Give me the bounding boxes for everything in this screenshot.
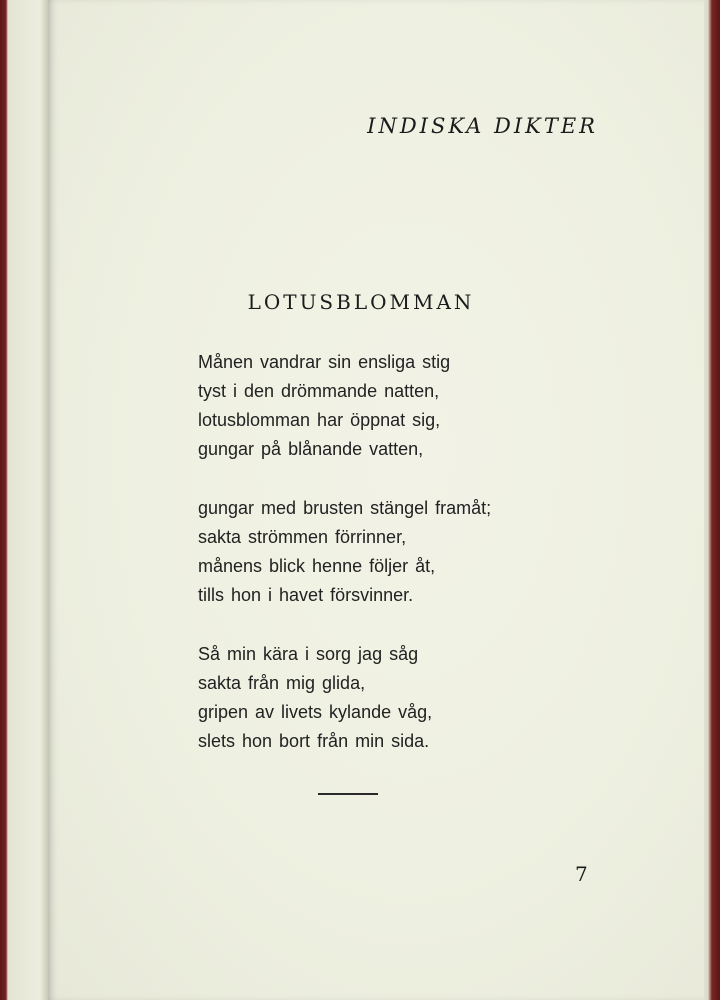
poem-title: LOTUSBLOMMAN: [247, 290, 475, 314]
poem-line: gungar på blånande vatten,: [198, 439, 424, 459]
poem-body: [198, 348, 598, 786]
poem-line: gungar med brusten stängel framåt;: [198, 498, 492, 518]
page-number: 7: [575, 862, 588, 886]
poem-line: Så min kära i sorg jag såg: [198, 644, 419, 664]
poem-line: månens blick henne följer åt,: [198, 556, 436, 576]
poem-line: sakta strömmen förrinner,: [198, 527, 407, 547]
poem-line: gripen av livets kylande våg,: [198, 702, 433, 722]
poem-line: tills hon i havet försvinner.: [198, 585, 414, 605]
closing-rule: [318, 793, 378, 795]
poem-line: Månen vandrar sin ensliga stig: [198, 352, 451, 372]
stanza: [198, 494, 598, 610]
poem-line: slets hon bort från min sida.: [198, 731, 430, 751]
stanza: [198, 640, 598, 756]
left-page-edge: [8, 0, 48, 1000]
poem-line: tyst i den drömmande natten,: [198, 381, 440, 401]
stanza: [198, 348, 598, 464]
poem-line: sakta från mig glida,: [198, 673, 366, 693]
book-page: [48, 0, 704, 1000]
poem-line: lotusblomman har öppnat sig,: [198, 410, 441, 430]
section-title: INDISKA DIKTER: [367, 114, 598, 138]
